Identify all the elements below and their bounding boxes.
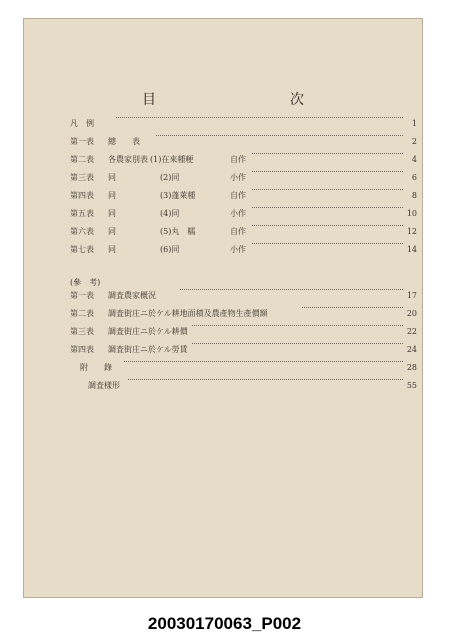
toc-desc: 同 xyxy=(108,173,116,182)
toc-desc: 同 xyxy=(108,209,116,218)
toc-subject: (1)在來種粳 xyxy=(150,155,194,164)
toc-label: 第五表 xyxy=(70,209,94,218)
toc-subject: (3)蓬萊種 xyxy=(160,191,196,200)
toc-subject: (2)同 xyxy=(160,173,180,182)
toc-label: 第一表 xyxy=(70,137,94,146)
toc-label: 第二表 xyxy=(70,309,94,318)
leader-dots xyxy=(252,153,403,154)
toc-label: 第四表 xyxy=(70,191,94,200)
leader-dots xyxy=(192,343,403,344)
toc-type: 小作 xyxy=(230,173,246,182)
toc-row xyxy=(70,343,417,357)
toc-page: 28 xyxy=(406,363,417,372)
leader-dots xyxy=(192,325,403,326)
toc-type: 自作 xyxy=(230,155,246,164)
leader-dots xyxy=(252,171,403,172)
toc-row xyxy=(70,225,417,239)
toc-label: 第六表 xyxy=(70,227,94,236)
toc-row xyxy=(70,243,417,257)
toc-desc: 調査街庄ニ於ケル耕地面積及農產物生產價額 xyxy=(108,309,268,318)
toc-row xyxy=(70,135,417,149)
leader-dots xyxy=(156,135,403,136)
reference-heading: (參 考) xyxy=(70,278,101,287)
toc-page: 22 xyxy=(406,327,417,336)
toc-desc: 調査農家概況 xyxy=(108,291,156,300)
toc-page: 14 xyxy=(406,245,417,254)
toc-subject: (4)同 xyxy=(160,209,180,218)
toc-page: 1 xyxy=(411,119,417,128)
toc-label: 第三表 xyxy=(70,327,94,336)
toc-page: 10 xyxy=(406,209,417,218)
toc-desc: 總 表 xyxy=(108,137,140,146)
leader-dots xyxy=(252,225,403,226)
toc-page: 2 xyxy=(411,137,417,146)
toc-page: 8 xyxy=(411,191,417,200)
leader-dots xyxy=(124,361,403,362)
toc-subject: (5)丸 糯 xyxy=(160,227,196,236)
toc-type: 小作 xyxy=(230,209,246,218)
page-title: 目 次 xyxy=(142,92,364,108)
toc-row xyxy=(70,325,417,339)
toc-row xyxy=(70,153,417,167)
leader-dots xyxy=(252,207,403,208)
toc-label: 第七表 xyxy=(70,245,94,254)
leader-dots xyxy=(252,189,403,190)
toc-subject: (6)同 xyxy=(160,245,180,254)
leader-dots xyxy=(180,289,403,290)
toc-row xyxy=(70,379,417,393)
toc-label: 第四表 xyxy=(70,345,94,354)
toc-page: 6 xyxy=(411,173,417,182)
toc-row xyxy=(70,189,417,203)
toc-page: 55 xyxy=(406,381,417,390)
leader-dots xyxy=(252,243,403,244)
toc-desc: 調査街庄ニ於ケル耕價 xyxy=(108,327,188,336)
toc-label: 第三表 xyxy=(70,173,94,182)
archive-code: 20030170063_P002 xyxy=(147,614,302,633)
toc-type: 自作 xyxy=(230,227,246,236)
leader-dots xyxy=(128,379,403,380)
toc-row xyxy=(70,307,417,321)
leader-dots xyxy=(302,307,403,308)
toc-desc: 同 xyxy=(108,245,116,254)
document-page xyxy=(23,18,423,598)
toc-label: 第一表 xyxy=(70,291,94,300)
toc-desc: 同 xyxy=(108,191,116,200)
toc-desc: 調査樣形 xyxy=(88,381,120,390)
toc-type: 自作 xyxy=(230,191,246,200)
leader-dots xyxy=(116,117,403,118)
toc-page: 12 xyxy=(406,227,417,236)
toc-row xyxy=(70,289,417,303)
toc-page: 20 xyxy=(406,309,417,318)
toc-row xyxy=(70,207,417,221)
toc-desc: 調査街庄ニ於ケル勞賃 xyxy=(108,345,188,354)
toc-page: 4 xyxy=(411,155,417,164)
toc-desc: 同 xyxy=(108,227,116,236)
toc-row xyxy=(70,171,417,185)
toc-type: 小作 xyxy=(230,245,246,254)
toc-desc: 附 錄 xyxy=(80,363,112,372)
toc-page: 17 xyxy=(406,291,417,300)
toc-page: 24 xyxy=(406,345,417,354)
toc-label: 凡 例 xyxy=(70,119,94,128)
toc-label: 第二表 xyxy=(70,155,94,164)
toc-row xyxy=(70,117,417,131)
toc-desc: 各農家別表 xyxy=(108,155,148,164)
toc-row xyxy=(70,361,417,375)
